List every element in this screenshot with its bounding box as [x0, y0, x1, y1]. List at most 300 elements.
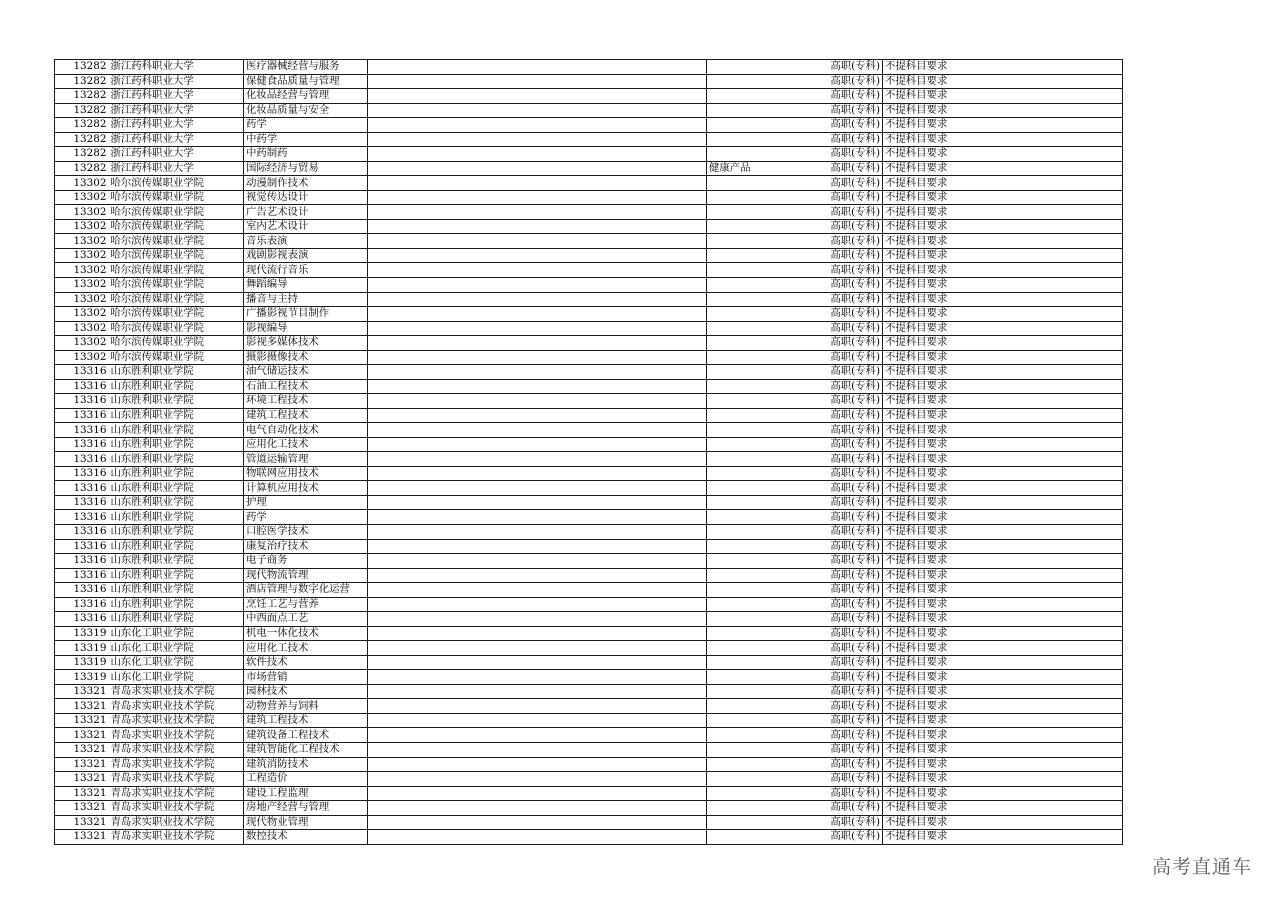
level-cell: 高职(专科) — [818, 176, 883, 191]
school-cell: 哈尔滨传媒职业学院 — [109, 277, 244, 292]
blank-cell — [368, 147, 707, 162]
blank-cell — [368, 525, 707, 540]
school-cell: 浙江药科职业大学 — [109, 132, 244, 147]
school-cell: 哈尔滨传媒职业学院 — [109, 292, 244, 307]
code-cell: 13316 — [55, 394, 109, 409]
level-cell: 高职(专科) — [818, 757, 883, 772]
blank-cell — [368, 60, 707, 75]
code-cell: 13316 — [55, 423, 109, 438]
blank-cell — [368, 742, 707, 757]
code-cell: 13316 — [55, 495, 109, 510]
note-cell — [707, 830, 818, 845]
note-cell — [707, 365, 818, 380]
note-cell — [707, 292, 818, 307]
requirement-cell: 不提科目要求 — [883, 612, 1123, 627]
note-cell — [707, 89, 818, 104]
blank-cell — [368, 554, 707, 569]
major-cell: 保健食品质量与管理 — [244, 74, 368, 89]
major-cell: 现代物流管理 — [244, 568, 368, 583]
blank-cell — [368, 234, 707, 249]
major-cell: 石油工程技术 — [244, 379, 368, 394]
requirement-cell: 不提科目要求 — [883, 219, 1123, 234]
requirement-cell: 不提科目要求 — [883, 525, 1123, 540]
level-cell: 高职(专科) — [818, 597, 883, 612]
requirement-cell: 不提科目要求 — [883, 379, 1123, 394]
major-cell: 医疗器械经营与服务 — [244, 60, 368, 75]
table-row — [55, 190, 1123, 205]
requirement-cell: 不提科目要求 — [883, 321, 1123, 336]
code-cell: 13302 — [55, 248, 109, 263]
level-cell: 高职(专科) — [818, 74, 883, 89]
level-cell: 高职(专科) — [818, 612, 883, 627]
school-cell: 山东胜利职业学院 — [109, 597, 244, 612]
note-cell — [707, 554, 818, 569]
major-cell: 中西面点工艺 — [244, 612, 368, 627]
code-cell: 13302 — [55, 292, 109, 307]
school-cell: 山东胜利职业学院 — [109, 437, 244, 452]
code-cell: 13302 — [55, 277, 109, 292]
note-cell — [707, 597, 818, 612]
major-requirements-table — [54, 59, 1123, 845]
table-row — [55, 74, 1123, 89]
table-row — [55, 539, 1123, 554]
requirement-cell: 不提科目要求 — [883, 539, 1123, 554]
code-cell: 13316 — [55, 539, 109, 554]
requirement-cell: 不提科目要求 — [883, 626, 1123, 641]
requirement-cell: 不提科目要求 — [883, 786, 1123, 801]
code-cell: 13321 — [55, 757, 109, 772]
note-cell — [707, 815, 818, 830]
requirement-cell: 不提科目要求 — [883, 452, 1123, 467]
school-cell: 山东胜利职业学院 — [109, 583, 244, 598]
note-cell — [707, 394, 818, 409]
school-cell: 浙江药科职业大学 — [109, 147, 244, 162]
major-cell: 建筑消防技术 — [244, 757, 368, 772]
school-cell: 青岛求实职业技术学院 — [109, 742, 244, 757]
code-cell: 13319 — [55, 655, 109, 670]
table-row — [55, 321, 1123, 336]
note-cell — [707, 103, 818, 118]
major-cell: 音乐表演 — [244, 234, 368, 249]
level-cell: 高职(专科) — [818, 118, 883, 133]
table-row — [55, 597, 1123, 612]
code-cell: 13282 — [55, 118, 109, 133]
level-cell: 高职(专科) — [818, 336, 883, 351]
level-cell: 高职(专科) — [818, 510, 883, 525]
note-cell — [707, 655, 818, 670]
blank-cell — [368, 699, 707, 714]
blank-cell — [368, 321, 707, 336]
table-row — [55, 452, 1123, 467]
code-cell: 13302 — [55, 190, 109, 205]
requirement-cell: 不提科目要求 — [883, 815, 1123, 830]
table-row — [55, 612, 1123, 627]
table-row — [55, 830, 1123, 845]
blank-cell — [368, 379, 707, 394]
table-row — [55, 466, 1123, 481]
blank-cell — [368, 684, 707, 699]
blank-cell — [368, 728, 707, 743]
major-cell: 舞蹈编导 — [244, 277, 368, 292]
blank-cell — [368, 713, 707, 728]
requirement-cell: 不提科目要求 — [883, 336, 1123, 351]
major-cell: 机电一体化技术 — [244, 626, 368, 641]
level-cell: 高职(专科) — [818, 132, 883, 147]
school-cell: 浙江药科职业大学 — [109, 118, 244, 133]
note-cell — [707, 190, 818, 205]
note-cell — [707, 176, 818, 191]
major-cell: 数控技术 — [244, 830, 368, 845]
major-cell: 环境工程技术 — [244, 394, 368, 409]
code-cell: 13316 — [55, 379, 109, 394]
major-cell: 工程造价 — [244, 772, 368, 787]
table-row — [55, 786, 1123, 801]
level-cell: 高职(专科) — [818, 684, 883, 699]
blank-cell — [368, 408, 707, 423]
school-cell: 青岛求实职业技术学院 — [109, 815, 244, 830]
level-cell: 高职(专科) — [818, 321, 883, 336]
note-cell — [707, 277, 818, 292]
school-cell: 山东胜利职业学院 — [109, 379, 244, 394]
code-cell: 13282 — [55, 89, 109, 104]
school-cell: 山东胜利职业学院 — [109, 408, 244, 423]
requirement-cell: 不提科目要求 — [883, 568, 1123, 583]
level-cell: 高职(专科) — [818, 161, 883, 176]
major-cell: 中药学 — [244, 132, 368, 147]
table-row — [55, 379, 1123, 394]
level-cell: 高职(专科) — [818, 307, 883, 322]
major-cell: 建筑工程技术 — [244, 713, 368, 728]
level-cell: 高职(专科) — [818, 437, 883, 452]
blank-cell — [368, 786, 707, 801]
school-cell: 哈尔滨传媒职业学院 — [109, 321, 244, 336]
requirement-cell: 不提科目要求 — [883, 277, 1123, 292]
note-cell — [707, 641, 818, 656]
table-row — [55, 234, 1123, 249]
table-row — [55, 772, 1123, 787]
note-cell — [707, 801, 818, 816]
major-cell: 计算机应用技术 — [244, 481, 368, 496]
blank-cell — [368, 655, 707, 670]
note-cell — [707, 118, 818, 133]
school-cell: 山东胜利职业学院 — [109, 495, 244, 510]
note-cell — [707, 219, 818, 234]
code-cell: 13302 — [55, 205, 109, 220]
school-cell: 山东胜利职业学院 — [109, 466, 244, 481]
blank-cell — [368, 495, 707, 510]
code-cell: 13316 — [55, 437, 109, 452]
school-cell: 浙江药科职业大学 — [109, 103, 244, 118]
table-row — [55, 757, 1123, 772]
level-cell: 高职(专科) — [818, 699, 883, 714]
school-cell: 青岛求实职业技术学院 — [109, 801, 244, 816]
level-cell: 高职(专科) — [818, 205, 883, 220]
note-cell — [707, 583, 818, 598]
code-cell: 13316 — [55, 408, 109, 423]
table-row — [55, 89, 1123, 104]
blank-cell — [368, 568, 707, 583]
major-cell: 软件技术 — [244, 655, 368, 670]
table-row — [55, 147, 1123, 162]
school-cell: 青岛求实职业技术学院 — [109, 757, 244, 772]
table-row — [55, 423, 1123, 438]
code-cell: 13302 — [55, 336, 109, 351]
watermark-logo: 高考直通车 — [1151, 856, 1252, 878]
blank-cell — [368, 103, 707, 118]
level-cell: 高职(专科) — [818, 641, 883, 656]
table-row — [55, 118, 1123, 133]
code-cell: 13282 — [55, 147, 109, 162]
school-cell: 青岛求实职业技术学院 — [109, 830, 244, 845]
note-cell — [707, 539, 818, 554]
code-cell: 13302 — [55, 219, 109, 234]
note-cell — [707, 263, 818, 278]
code-cell: 13321 — [55, 801, 109, 816]
blank-cell — [368, 597, 707, 612]
note-cell — [707, 772, 818, 787]
code-cell: 13316 — [55, 481, 109, 496]
requirement-cell: 不提科目要求 — [883, 147, 1123, 162]
level-cell: 高职(专科) — [818, 365, 883, 380]
requirement-cell: 不提科目要求 — [883, 132, 1123, 147]
major-cell: 电气自动化技术 — [244, 423, 368, 438]
note-cell — [707, 713, 818, 728]
blank-cell — [368, 612, 707, 627]
level-cell: 高职(专科) — [818, 481, 883, 496]
blank-cell — [368, 641, 707, 656]
level-cell: 高职(专科) — [818, 60, 883, 75]
blank-cell — [368, 423, 707, 438]
requirement-cell: 不提科目要求 — [883, 408, 1123, 423]
level-cell: 高职(专科) — [818, 830, 883, 845]
table-row — [55, 481, 1123, 496]
table-row — [55, 554, 1123, 569]
note-cell — [707, 408, 818, 423]
code-cell: 13321 — [55, 772, 109, 787]
school-cell: 浙江药科职业大学 — [109, 60, 244, 75]
requirement-cell: 不提科目要求 — [883, 670, 1123, 685]
note-cell — [707, 205, 818, 220]
level-cell: 高职(专科) — [818, 408, 883, 423]
code-cell: 13316 — [55, 554, 109, 569]
code-cell: 13321 — [55, 713, 109, 728]
note-cell — [707, 437, 818, 452]
school-cell: 哈尔滨传媒职业学院 — [109, 248, 244, 263]
table-row — [55, 713, 1123, 728]
blank-cell — [368, 394, 707, 409]
level-cell: 高职(专科) — [818, 219, 883, 234]
note-cell — [707, 786, 818, 801]
major-cell: 药学 — [244, 118, 368, 133]
school-cell: 哈尔滨传媒职业学院 — [109, 190, 244, 205]
blank-cell — [368, 772, 707, 787]
level-cell: 高职(专科) — [818, 147, 883, 162]
blank-cell — [368, 830, 707, 845]
requirement-cell: 不提科目要求 — [883, 307, 1123, 322]
school-cell: 山东胜利职业学院 — [109, 423, 244, 438]
school-cell: 哈尔滨传媒职业学院 — [109, 234, 244, 249]
blank-cell — [368, 757, 707, 772]
blank-cell — [368, 481, 707, 496]
requirement-cell: 不提科目要求 — [883, 742, 1123, 757]
major-cell: 油气储运技术 — [244, 365, 368, 380]
level-cell: 高职(专科) — [818, 248, 883, 263]
level-cell: 高职(专科) — [818, 568, 883, 583]
code-cell: 13316 — [55, 466, 109, 481]
requirement-cell: 不提科目要求 — [883, 655, 1123, 670]
table-row — [55, 205, 1123, 220]
requirement-cell: 不提科目要求 — [883, 641, 1123, 656]
table-row — [55, 176, 1123, 191]
code-cell: 13302 — [55, 176, 109, 191]
level-cell: 高职(专科) — [818, 772, 883, 787]
code-cell: 13319 — [55, 626, 109, 641]
code-cell: 13316 — [55, 365, 109, 380]
school-cell: 山东胜利职业学院 — [109, 481, 244, 496]
major-cell: 播音与主持 — [244, 292, 368, 307]
table-row — [55, 641, 1123, 656]
school-cell: 哈尔滨传媒职业学院 — [109, 336, 244, 351]
level-cell: 高职(专科) — [818, 379, 883, 394]
blank-cell — [368, 190, 707, 205]
note-cell — [707, 132, 818, 147]
requirement-cell: 不提科目要求 — [883, 234, 1123, 249]
code-cell: 13282 — [55, 103, 109, 118]
major-cell: 建设工程监理 — [244, 786, 368, 801]
school-cell: 山东化工职业学院 — [109, 641, 244, 656]
note-cell — [707, 699, 818, 714]
major-cell: 市场营销 — [244, 670, 368, 685]
code-cell: 13302 — [55, 307, 109, 322]
level-cell: 高职(专科) — [818, 263, 883, 278]
requirement-cell: 不提科目要求 — [883, 481, 1123, 496]
major-cell: 房地产经营与管理 — [244, 801, 368, 816]
blank-cell — [368, 248, 707, 263]
blank-cell — [368, 176, 707, 191]
school-cell: 哈尔滨传媒职业学院 — [109, 263, 244, 278]
major-cell: 电子商务 — [244, 554, 368, 569]
table-row — [55, 684, 1123, 699]
level-cell: 高职(专科) — [818, 713, 883, 728]
major-cell: 戏剧影视表演 — [244, 248, 368, 263]
requirement-cell: 不提科目要求 — [883, 103, 1123, 118]
code-cell: 13321 — [55, 699, 109, 714]
major-cell: 动漫制作技术 — [244, 176, 368, 191]
requirement-cell: 不提科目要求 — [883, 248, 1123, 263]
school-cell: 哈尔滨传媒职业学院 — [109, 176, 244, 191]
note-cell — [707, 321, 818, 336]
major-cell: 酒店管理与数字化运营 — [244, 583, 368, 598]
blank-cell — [368, 437, 707, 452]
table-row — [55, 670, 1123, 685]
table-row — [55, 655, 1123, 670]
school-cell: 哈尔滨传媒职业学院 — [109, 219, 244, 234]
blank-cell — [368, 510, 707, 525]
code-cell: 13321 — [55, 742, 109, 757]
note-cell — [707, 495, 818, 510]
table-row — [55, 510, 1123, 525]
table-row — [55, 292, 1123, 307]
blank-cell — [368, 801, 707, 816]
note-cell — [707, 626, 818, 641]
school-cell: 青岛求实职业技术学院 — [109, 728, 244, 743]
requirement-cell: 不提科目要求 — [883, 466, 1123, 481]
note-cell — [707, 60, 818, 75]
code-cell: 13316 — [55, 612, 109, 627]
requirement-cell: 不提科目要求 — [883, 292, 1123, 307]
major-cell: 烹饪工艺与营养 — [244, 597, 368, 612]
requirement-cell: 不提科目要求 — [883, 263, 1123, 278]
blank-cell — [368, 219, 707, 234]
requirement-cell: 不提科目要求 — [883, 699, 1123, 714]
school-cell: 山东化工职业学院 — [109, 626, 244, 641]
blank-cell — [368, 89, 707, 104]
requirement-cell: 不提科目要求 — [883, 423, 1123, 438]
major-cell: 护理 — [244, 495, 368, 510]
major-cell: 摄影摄像技术 — [244, 350, 368, 365]
note-cell — [707, 336, 818, 351]
note-cell — [707, 423, 818, 438]
code-cell: 13302 — [55, 234, 109, 249]
code-cell: 13282 — [55, 161, 109, 176]
code-cell: 13319 — [55, 641, 109, 656]
level-cell: 高职(专科) — [818, 655, 883, 670]
code-cell: 13282 — [55, 74, 109, 89]
note-cell — [707, 350, 818, 365]
school-cell: 山东胜利职业学院 — [109, 452, 244, 467]
level-cell: 高职(专科) — [818, 466, 883, 481]
code-cell: 13316 — [55, 568, 109, 583]
blank-cell — [368, 336, 707, 351]
level-cell: 高职(专科) — [818, 350, 883, 365]
requirement-cell: 不提科目要求 — [883, 365, 1123, 380]
note-cell — [707, 728, 818, 743]
school-cell: 青岛求实职业技术学院 — [109, 786, 244, 801]
school-cell: 山东胜利职业学院 — [109, 510, 244, 525]
requirement-cell: 不提科目要求 — [883, 510, 1123, 525]
school-cell: 青岛求实职业技术学院 — [109, 684, 244, 699]
school-cell: 山东胜利职业学院 — [109, 365, 244, 380]
table-row — [55, 742, 1123, 757]
requirement-cell: 不提科目要求 — [883, 205, 1123, 220]
major-cell: 物联网应用技术 — [244, 466, 368, 481]
code-cell: 13282 — [55, 60, 109, 75]
table-row — [55, 495, 1123, 510]
major-cell: 管道运输管理 — [244, 452, 368, 467]
level-cell: 高职(专科) — [818, 452, 883, 467]
level-cell: 高职(专科) — [818, 554, 883, 569]
level-cell: 高职(专科) — [818, 495, 883, 510]
level-cell: 高职(专科) — [818, 89, 883, 104]
major-cell: 化妆品质量与安全 — [244, 103, 368, 118]
requirement-cell: 不提科目要求 — [883, 772, 1123, 787]
school-cell: 山东胜利职业学院 — [109, 612, 244, 627]
table-row — [55, 626, 1123, 641]
blank-cell — [368, 307, 707, 322]
note-cell — [707, 234, 818, 249]
level-cell: 高职(专科) — [818, 292, 883, 307]
code-cell: 13316 — [55, 510, 109, 525]
requirement-cell: 不提科目要求 — [883, 118, 1123, 133]
table-row — [55, 699, 1123, 714]
requirement-cell: 不提科目要求 — [883, 190, 1123, 205]
note-cell — [707, 684, 818, 699]
blank-cell — [368, 626, 707, 641]
blank-cell — [368, 277, 707, 292]
table-row — [55, 248, 1123, 263]
level-cell: 高职(专科) — [818, 801, 883, 816]
major-cell: 中药制药 — [244, 147, 368, 162]
